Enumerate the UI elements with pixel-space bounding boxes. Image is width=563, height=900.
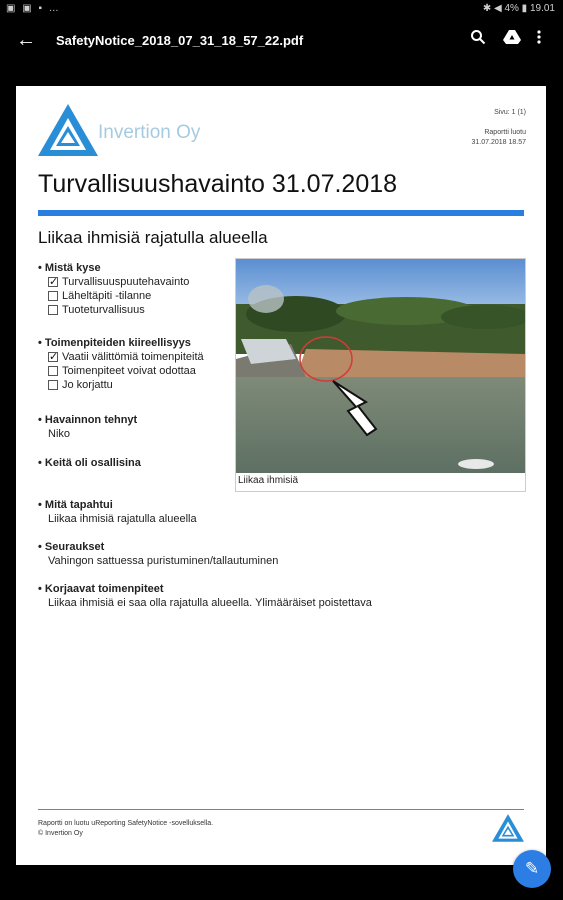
section-seuraukset: • Seuraukset Vahingon sattuessa puristuminen/tallautuminen [38,541,279,567]
photo-caption: Liikaa ihmisiä [238,475,299,486]
checkbox-icon [48,291,58,301]
more-vertical-icon[interactable] [536,29,542,50]
footer-divider [38,809,524,810]
company-logo [38,104,98,165]
status-bar [0,0,563,18]
section-head: Mistä kyse [44,262,101,274]
drive-icon[interactable] [503,29,521,50]
checkbox-icon [48,380,58,390]
section-havainnon-tehnyt: • Havainnon tehnyt Niko [38,414,138,440]
checkbox-icon [48,366,58,376]
section-korjaavat: • Korjaavat toimenpiteet Liikaa ihmisiä ei saa olla rajatulla alueella. Ylimääräiset poistettava [38,583,372,609]
section-value: Liikaa ihmisiä ei saa olla rajatulla alueella. Ylimääräiset poistettava [48,597,372,609]
company-name: Invertion Oy [98,122,201,143]
section-head: Seuraukset [44,541,105,553]
search-icon[interactable] [470,29,486,50]
section-mista-kyse: • Mistä kyse ✓ Turvallisuuspuutehavainto Läheltäpiti -tilanne Tuoteturvallisuus [38,262,189,316]
option: Läheltäpiti -tilanne [38,290,189,302]
report-meta [472,108,527,148]
footer-text [38,819,213,839]
section-mita-tapahtui: • Mitä tapahtui Liikaa ihmisiä rajatulla alueella [38,499,197,525]
section-kiireellisyys: • Toimenpiteiden kiireellisyys ✓ Vaatii välittömiä toimenpiteitä Toimenpiteet voivat odottaa Jo korjattu [38,337,204,391]
notification-icons: ▣ ▣ ▪ … [6,3,61,14]
section-osallisina: • Keitä oli osallisina [38,457,141,469]
option: Jo korjattu [38,379,204,391]
footer-line1: Raportti on luotu uReporting SafetyNotice -sovelluksella. [38,820,214,827]
option: ✓ Vaatii välittömiä toimenpiteitä [38,351,204,363]
checkbox-icon [48,305,58,315]
edit-fab-button[interactable] [513,850,551,888]
option: Toimenpiteet voivat odottaa [38,365,204,377]
page-number: Sivu: 1 (1) [494,109,526,116]
app-bar [0,18,563,64]
option: ✓ Turvallisuuspuutehavainto [38,276,189,288]
section-head: Havainnon tehnyt [44,414,138,426]
report-title: Turvallisuushavainto 31.07.2018 [38,170,398,198]
document-title: SafetyNotice_2018_07_31_18_57_22.pdf [56,33,304,48]
photo-image [236,259,525,473]
section-head: Korjaavat toimenpiteet [44,583,164,595]
option: Tuoteturvallisuus [38,304,189,316]
section-head: Mitä tapahtui [44,499,113,511]
section-head: Keitä oli osallisina [44,457,141,469]
pencil-icon: ✎ [524,859,540,878]
report-subtitle: Liikaa ihmisiä rajatulla alueella [38,228,268,247]
arrow-left-icon[interactable]: ← [16,29,36,51]
footer-line2: © Invertion Oy [38,830,83,837]
system-status: ✱ ◀ 4% ▮ 19.01 [482,3,555,14]
section-value: Vahingon sattuessa puristuminen/tallautuminen [48,555,279,567]
incident-photo [235,258,526,492]
checkbox-checked-icon [48,352,58,362]
report-created-date: 31.07.2018 18.57 [471,139,526,146]
title-divider [38,210,524,216]
section-value: Liikaa ihmisiä rajatulla alueella [48,513,197,525]
section-head: Toimenpiteiden kiireellisyys [44,337,191,349]
pdf-page [16,86,546,865]
footer-logo-icon [492,814,524,849]
section-value: Niko [48,428,71,440]
checkbox-checked-icon [48,277,58,287]
report-created-label: Raportti luotu [484,129,526,136]
